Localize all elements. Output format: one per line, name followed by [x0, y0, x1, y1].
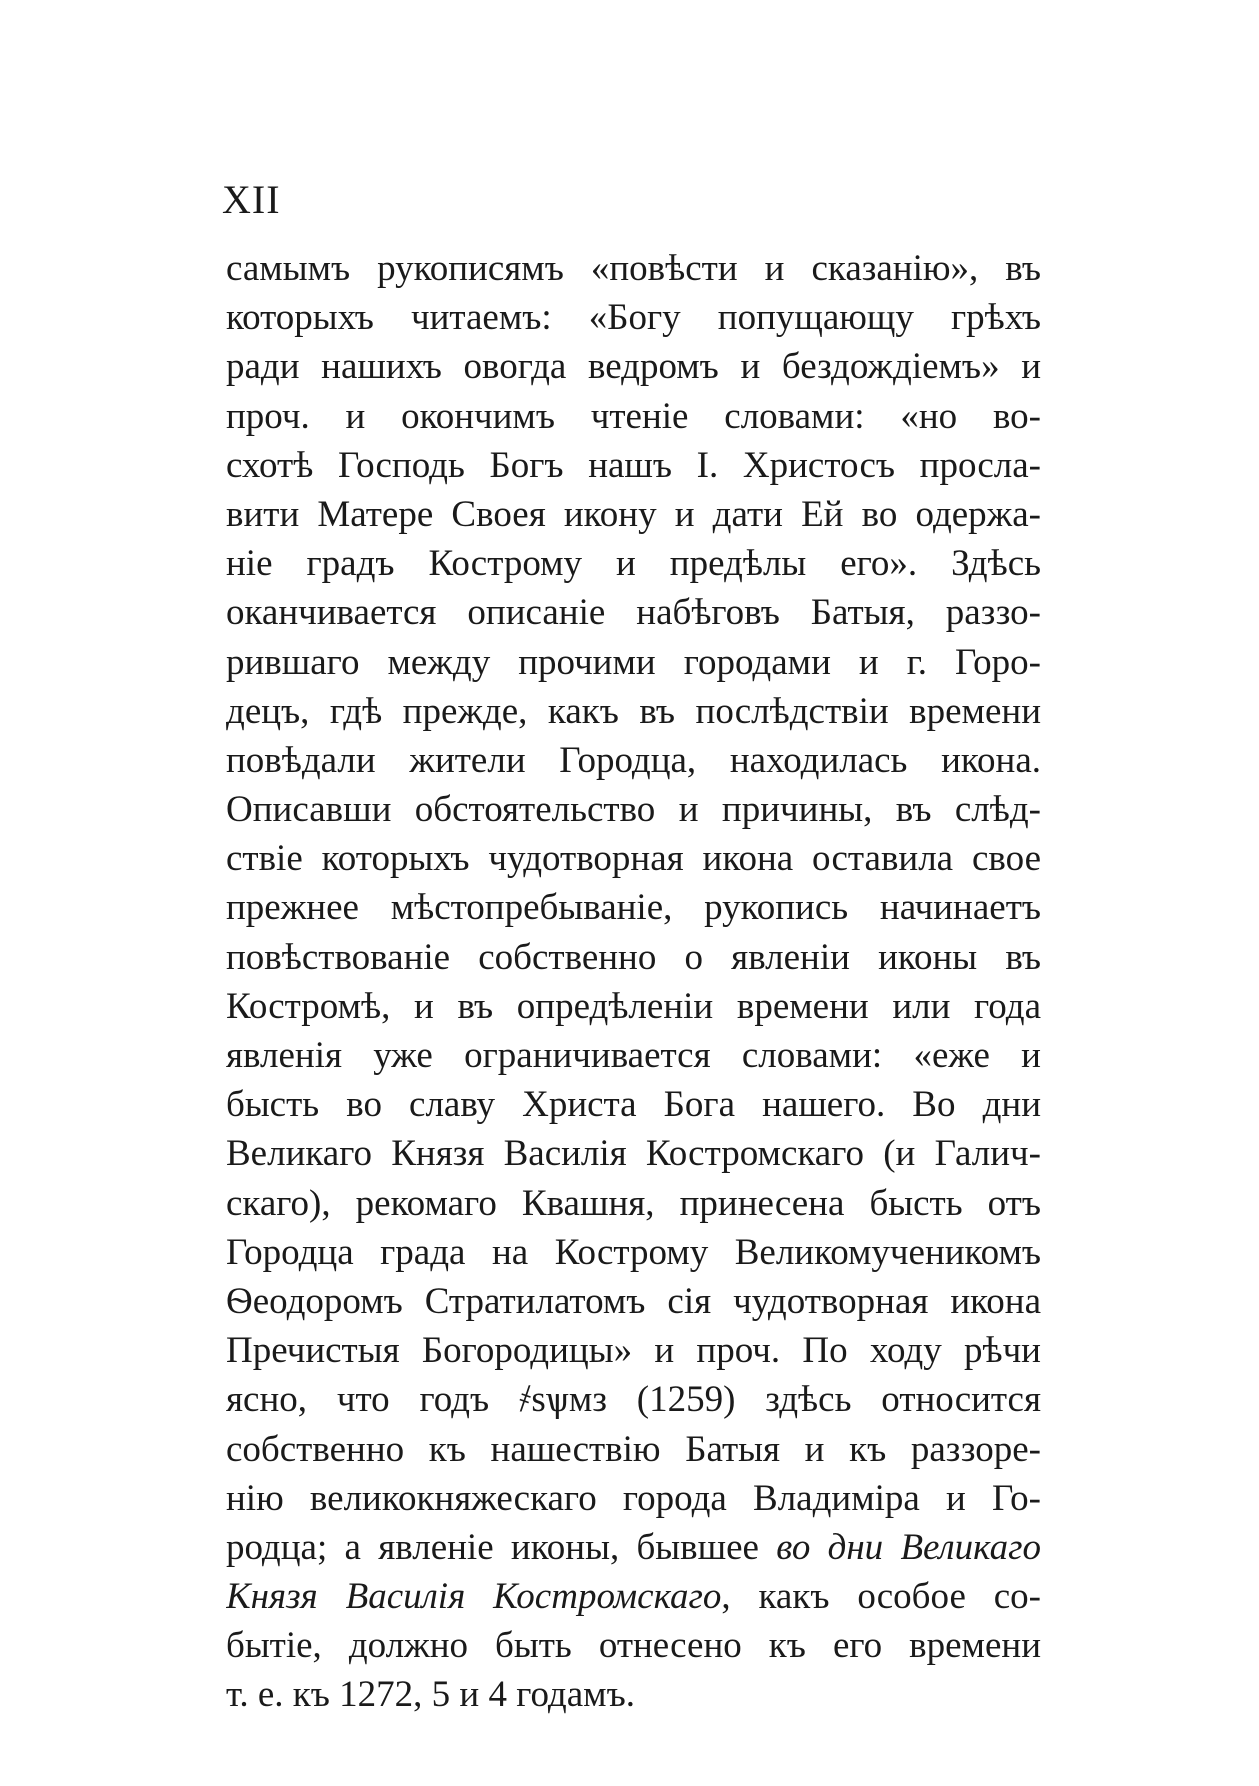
text-segment: прежнее мѣстопребываніе, рукопись начинаетъ: [226, 887, 1041, 929]
text-segment: рившаго между прочими городами и г. Горо-: [226, 641, 1041, 683]
text-segment: вити Матере Своея икону и дати Ей во одержа-: [226, 493, 1041, 535]
text-segment: децъ, гдѣ прежде, какъ въ послѣдствіи времени: [226, 690, 1041, 732]
text-segment: Городца града на Кострому Великомученикомъ: [226, 1231, 1041, 1273]
text-line: [226, 1326, 1041, 1375]
text-line: [226, 293, 1041, 342]
page-number: XII: [222, 177, 281, 222]
text-segment: схотѣ Господь Богъ нашъ І. Христосъ просла-: [226, 444, 1041, 486]
text-segment: родца; а явленіе иконы, бывшее: [226, 1526, 777, 1568]
text-segment: собственно къ нашествію Батыя и къ раззоре-: [226, 1428, 1041, 1470]
text-segment: проч. и окончимъ чтеніе словами: «но во-: [226, 395, 1041, 437]
text-line: [226, 244, 1041, 293]
text-line: [226, 1277, 1041, 1326]
text-line: [226, 1031, 1041, 1080]
text-segment: скаго), рекомаго Квашня, принесена бысть отъ: [226, 1182, 1041, 1224]
text-segment: повѣствованіе собственно о явленіи иконы въ: [226, 936, 1041, 978]
text-line: [226, 982, 1041, 1031]
text-line: [226, 1670, 1041, 1719]
italic-text-segment: во дни Великаго: [776, 1526, 1041, 1568]
text-line: [226, 736, 1041, 785]
text-line: [226, 490, 1041, 539]
text-segment: нію великокняжескаго города Владиміра и Го-: [226, 1477, 1041, 1519]
text-line: [226, 834, 1041, 883]
text-line: [226, 588, 1041, 637]
text-segment: повѣдали жители Городца, находилась икона.: [226, 739, 1041, 781]
text-segment: Ѳеодоромъ Стратилатомъ сія чудотворная икона: [226, 1280, 1041, 1322]
text-line: [226, 933, 1041, 982]
text-line: [226, 1425, 1041, 1474]
text-segment: которыхъ читаемъ: «Богу попущающу грѣхъ: [226, 297, 1041, 339]
text-line: [226, 1523, 1041, 1572]
text-segment: Описавши обстоятельство и причины, въ слѣд-: [226, 789, 1041, 831]
text-segment: ради нашихъ овогда ведромъ и бездождіемъ» и: [226, 346, 1041, 388]
text-line: [226, 1474, 1041, 1523]
text-line: [226, 539, 1041, 588]
italic-text-segment: Князя Василія Костромскаго: [226, 1576, 722, 1618]
text-segment: т. е. къ 1272, 5 и 4 годамъ.: [226, 1674, 635, 1716]
text-line: [226, 638, 1041, 687]
text-line: [226, 883, 1041, 932]
text-segment: бысть во славу Христа Бога нашего. Во дни: [226, 1084, 1041, 1126]
text-segment: Великаго Князя Василія Костромскаго (и Галич-: [226, 1133, 1041, 1175]
text-segment: самымъ рукописямъ «повѣсти и сказанію», въ: [226, 248, 1041, 289]
text-segment: Костромѣ, и въ опредѣленіи времени или года: [226, 985, 1041, 1027]
text-segment: Пречистыя Богородицы» и проч. По ходу рѣчи: [226, 1330, 1041, 1372]
text-line: [226, 785, 1041, 834]
text-line: [226, 1621, 1041, 1670]
text-line: [226, 441, 1041, 490]
text-segment: бытіе, должно быть отнесено къ его времени: [226, 1625, 1041, 1667]
text-line: [226, 1080, 1041, 1129]
text-segment: явленія уже ограничивается словами: «еже и: [226, 1035, 1041, 1076]
text-line: [226, 687, 1041, 736]
text-segment: оканчивается описаніе набѣговъ Батыя, раззо-: [226, 592, 1041, 634]
body-text: [226, 244, 1041, 1720]
text-line: [226, 1129, 1041, 1178]
text-line: [226, 1179, 1041, 1228]
text-segment: , какъ особое со-: [721, 1576, 1041, 1618]
text-line: [226, 342, 1041, 391]
text-line: [226, 1375, 1041, 1424]
text-line: [226, 392, 1041, 441]
text-line: [226, 1228, 1041, 1277]
text-line: [226, 1572, 1041, 1621]
text-segment: ніе градъ Кострому и предѣлы его». Здѣсь: [226, 543, 1041, 585]
text-segment: ствіе которыхъ чудотворная икона оставила свое: [226, 838, 1041, 880]
text-segment: ясно, что годъ ҂ѕѱмз (1259) здѣсь относится: [226, 1379, 1041, 1421]
